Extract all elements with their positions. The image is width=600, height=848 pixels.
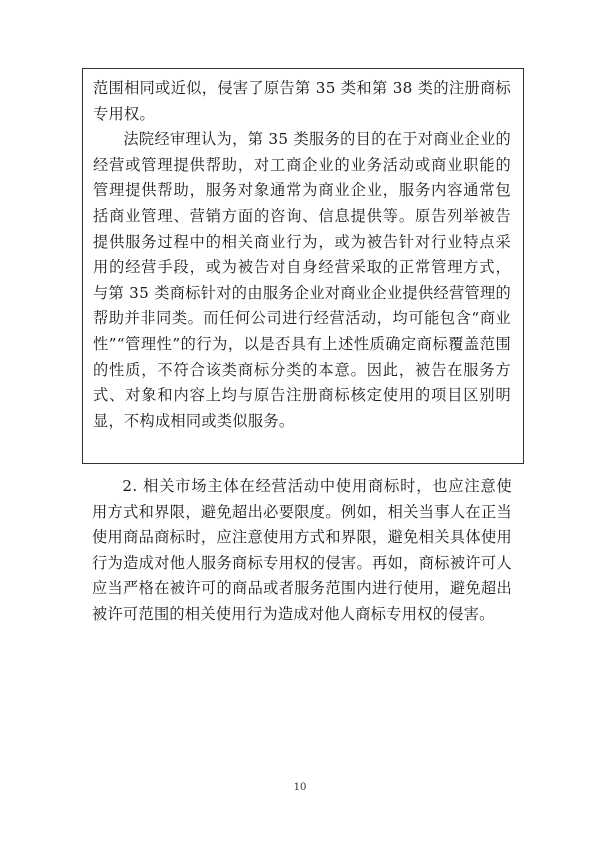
main-text-section [82, 474, 524, 628]
guidance-paragraph: 2. 相关市场主体在经营活动中使用商标时，也应注意使用方式和界限，避免超出必要限度。例如，相关当事人在正当使用商品商标时，应注意使用方式和界限，避免相关具体使用行为造成对他人服务商标专用权的侵害。再如，商标被许可人应当严格在被许可的商品或者服务范围内进行使用，避免超出被许可范围的相关使用行为造成对他人商标专用权的侵害。 [92, 477, 512, 623]
court-opinion-paragraph: 法院经审理认为，第 35 类服务的目的在于对商业企业的经营或管理提供帮助，对工商企业的业务活动或商业职能的管理提供帮助，服务对象通常为商业企业，服务内容通常包括商业管理、营销方面的咨询、信息提供等。原告列举被告提供服务过程中的相关商业行为，或为被告针对行业特点采用的经营手段，或为被告对自身经营采取的正常管理方式，与第 35 类商标针对的由服务企业对商业企业提供经营管理的帮助并非同类。而任何公司进行经营活动，均可能包含“商业性”“管理性”的行为，以是否具有上述性质确定商标覆盖范围的性质，不符合该类商标分类的本意。因此，被告在服务方式、对象和内容上均与原告注册商标核定使用的项目区别明显，不构成相同或类似服务。 [93, 130, 511, 430]
page-number: 10 [293, 782, 307, 793]
case-example-box [82, 68, 524, 464]
case-paragraph-continuation: 范围相同或近似，侵害了原告第 35 类和第 38 类的注册商标专用权。 [93, 79, 511, 123]
